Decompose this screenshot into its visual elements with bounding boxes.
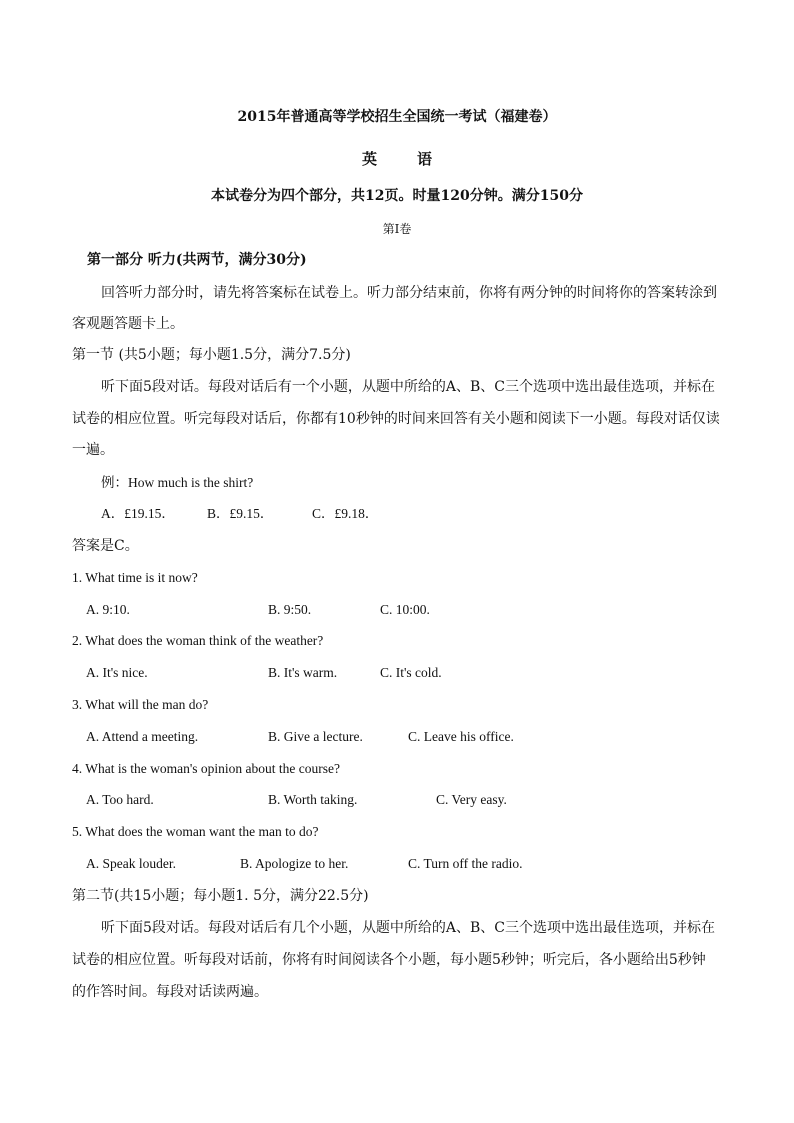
question-2-option-b: B. It's warm.: [268, 665, 338, 680]
example-option-b: B．£9.15．: [207, 506, 274, 521]
section2-direction-line-1: 听下面5段对话。每段对话后有几个小题，从题中所给的A、B、C三个选项中选出最佳选项，并标在: [101, 920, 716, 936]
subject-title: [0, 150, 794, 168]
part1-heading: 第一部分 听力(共两节，满分30分): [87, 252, 307, 268]
question-2-option-a: A. It's nice.: [86, 665, 148, 680]
part1-instruction-line-1: 回答听力部分时，请先将答案标在试卷上。听力部分结束前，你将有两分钟的时间将你的答案转涂到: [101, 285, 717, 301]
subject-char-1: 英: [361, 150, 377, 168]
question-4-option-b: B. Worth taking.: [268, 792, 358, 807]
example-question: 例：How much is the shirt?: [101, 475, 254, 490]
question-1: 1. What time is it now?: [72, 570, 198, 585]
question-4-option-c: C. Very easy.: [436, 792, 507, 807]
exam-title: 2015年普通高等学校招生全国统一考试（福建卷）: [237, 109, 557, 125]
question-4-option-a: A. Too hard.: [86, 792, 154, 807]
question-1-option-a: A. 9:10.: [86, 602, 130, 617]
example-option-a: A．£19.15．: [101, 506, 175, 521]
section1-heading: 第一节 (共5小题；每小题1.5分，满分7.5分): [72, 347, 351, 363]
question-3-option-a: A. Attend a meeting.: [86, 729, 199, 744]
section1-direction-line-1: 听下面5段对话。每段对话后有一个小题，从题中所给的A、B、C三个选项中选出最佳选项，并标在: [101, 379, 716, 395]
section2-direction-line-3: 的作答时间。每段对话读两遍。: [72, 984, 268, 1000]
question-2: 2. What does the woman think of the weather?: [72, 633, 324, 648]
section2-direction-line-2: 试卷的相应位置。听每段对话前，你将有时间阅读各个小题，每小题5秒钟；听完后，各小题给出5秒钟: [72, 952, 706, 968]
volume-label: 第Ⅰ卷: [382, 222, 412, 236]
section1-direction-line-2: 试卷的相应位置。听完每段对话后，你都有10秒钟的时间来回答有关小题和阅读下一小题。每段对话仅读: [72, 411, 720, 427]
question-1-option-c: C. 10:00.: [380, 602, 430, 617]
question-5-option-c: C. Turn off the radio.: [408, 856, 523, 871]
question-4: 4. What is the woman's opinion about the course?: [72, 761, 341, 776]
part1-instruction-line-2: 客观题答题卡上。: [72, 316, 184, 332]
exam-info: 本试卷分为四个部分，共12页。时量120分钟。满分150分: [211, 188, 583, 204]
question-3-option-c: C. Leave his office.: [408, 729, 514, 744]
subject-char-2: 语: [417, 150, 433, 168]
section1-direction-line-3: 一遍。: [72, 442, 114, 458]
example-option-c: C．£9.18．: [312, 506, 379, 521]
question-2-option-c: C. It's cold.: [380, 665, 442, 680]
question-5-option-a: A. Speak louder.: [86, 856, 176, 871]
question-3-option-b: B. Give a lecture.: [268, 729, 363, 744]
question-5-option-b: B. Apologize to her.: [240, 856, 349, 871]
question-1-option-b: B. 9:50.: [268, 602, 312, 617]
example-answer: 答案是C。: [72, 538, 139, 554]
section2-heading: 第二节(共15小题；每小题1. 5分，满分22.5分): [72, 888, 369, 904]
question-3: 3. What will the man do?: [72, 697, 209, 712]
question-5: 5. What does the woman want the man to do?: [72, 824, 319, 839]
